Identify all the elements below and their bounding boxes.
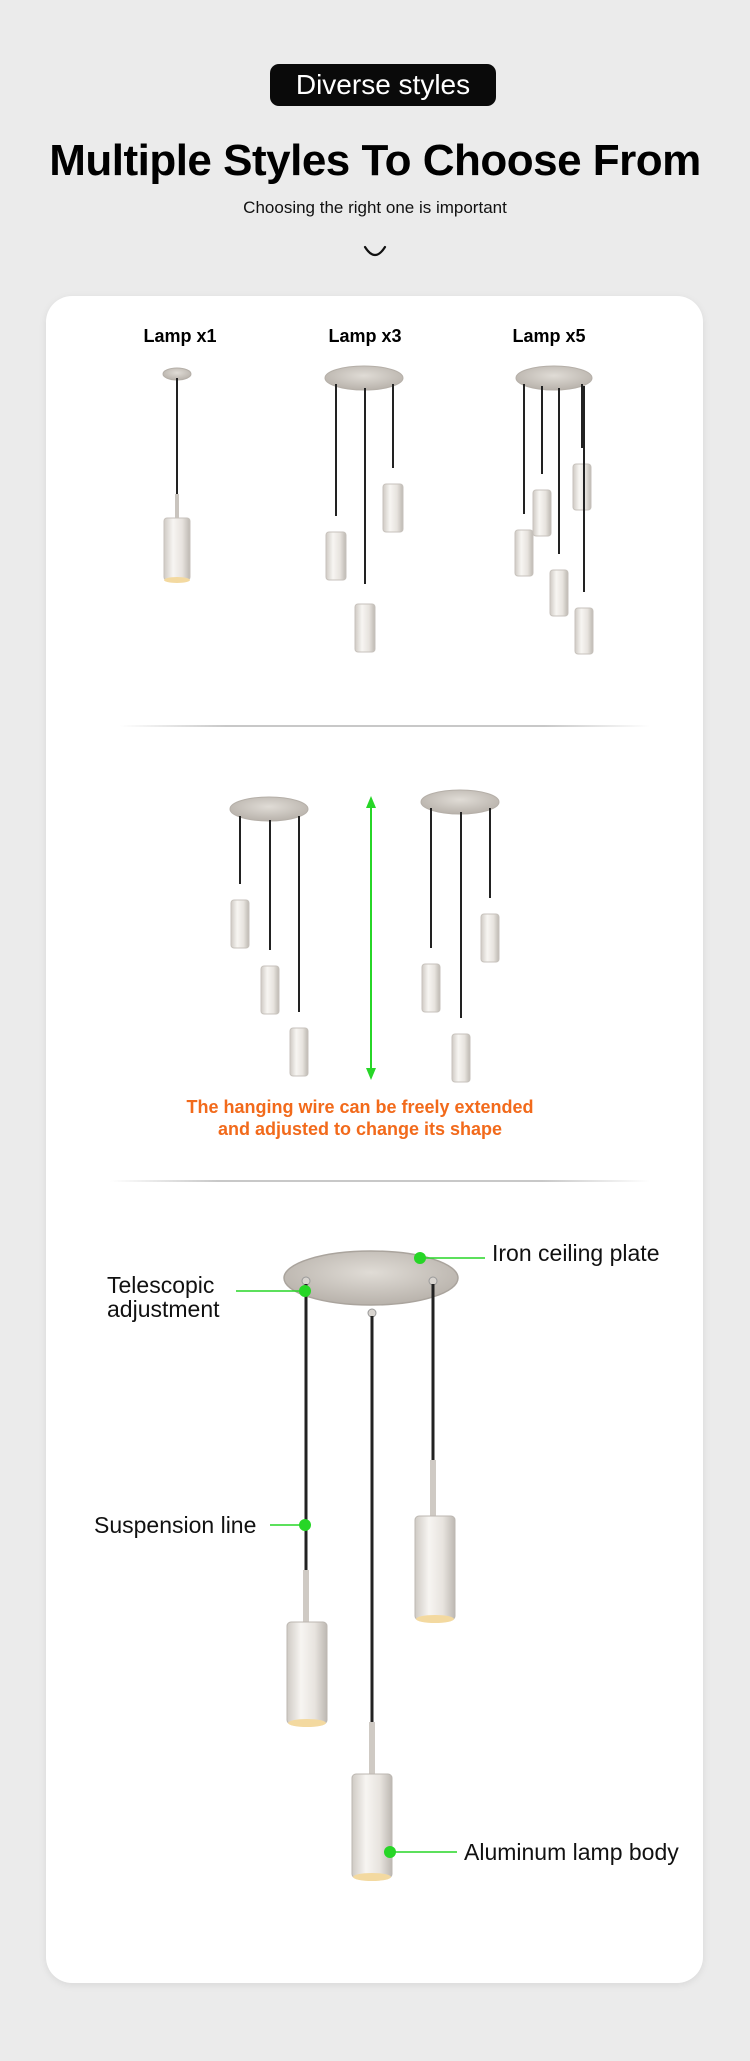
page-title: Multiple Styles To Choose From bbox=[49, 136, 701, 185]
telescopic-adjustment-label bbox=[107, 1273, 220, 1321]
section-divider bbox=[120, 725, 650, 727]
adjustment-note-line2: and adjusted to change its shape bbox=[217, 1119, 503, 1139]
lamp-x3-label: Lamp x3 bbox=[328, 326, 402, 346]
telescopic-label-line2: adjustment bbox=[107, 1296, 220, 1322]
extension-arrow bbox=[366, 796, 376, 1080]
triple-pendant-lamp bbox=[325, 366, 403, 652]
adjustment-note-line1: The hanging wire can be freely extended bbox=[186, 1097, 534, 1117]
suspension-line-label: Suspension line bbox=[94, 1512, 257, 1538]
adjustment-note bbox=[120, 1096, 600, 1140]
iron-ceiling-plate-label: Iron ceiling plate bbox=[492, 1240, 660, 1266]
adjustable-lamp-right bbox=[421, 790, 499, 1082]
page-subtitle: Choosing the right one is important bbox=[243, 198, 507, 217]
adjustable-lamp-left bbox=[230, 797, 308, 1076]
aluminum-lamp-body-label: Aluminum lamp body bbox=[464, 1839, 679, 1865]
lamp-x1-label: Lamp x1 bbox=[143, 326, 217, 346]
section-divider bbox=[110, 1180, 650, 1182]
telescopic-label-line1: Telescopic bbox=[107, 1272, 215, 1298]
lamp-x5-label: Lamp x5 bbox=[512, 326, 586, 346]
parts-diagram-lamp bbox=[284, 1251, 458, 1881]
single-pendant-lamp bbox=[163, 368, 191, 583]
five-pendant-lamp bbox=[515, 366, 593, 654]
diverse-styles-badge: Diverse styles bbox=[270, 64, 496, 106]
